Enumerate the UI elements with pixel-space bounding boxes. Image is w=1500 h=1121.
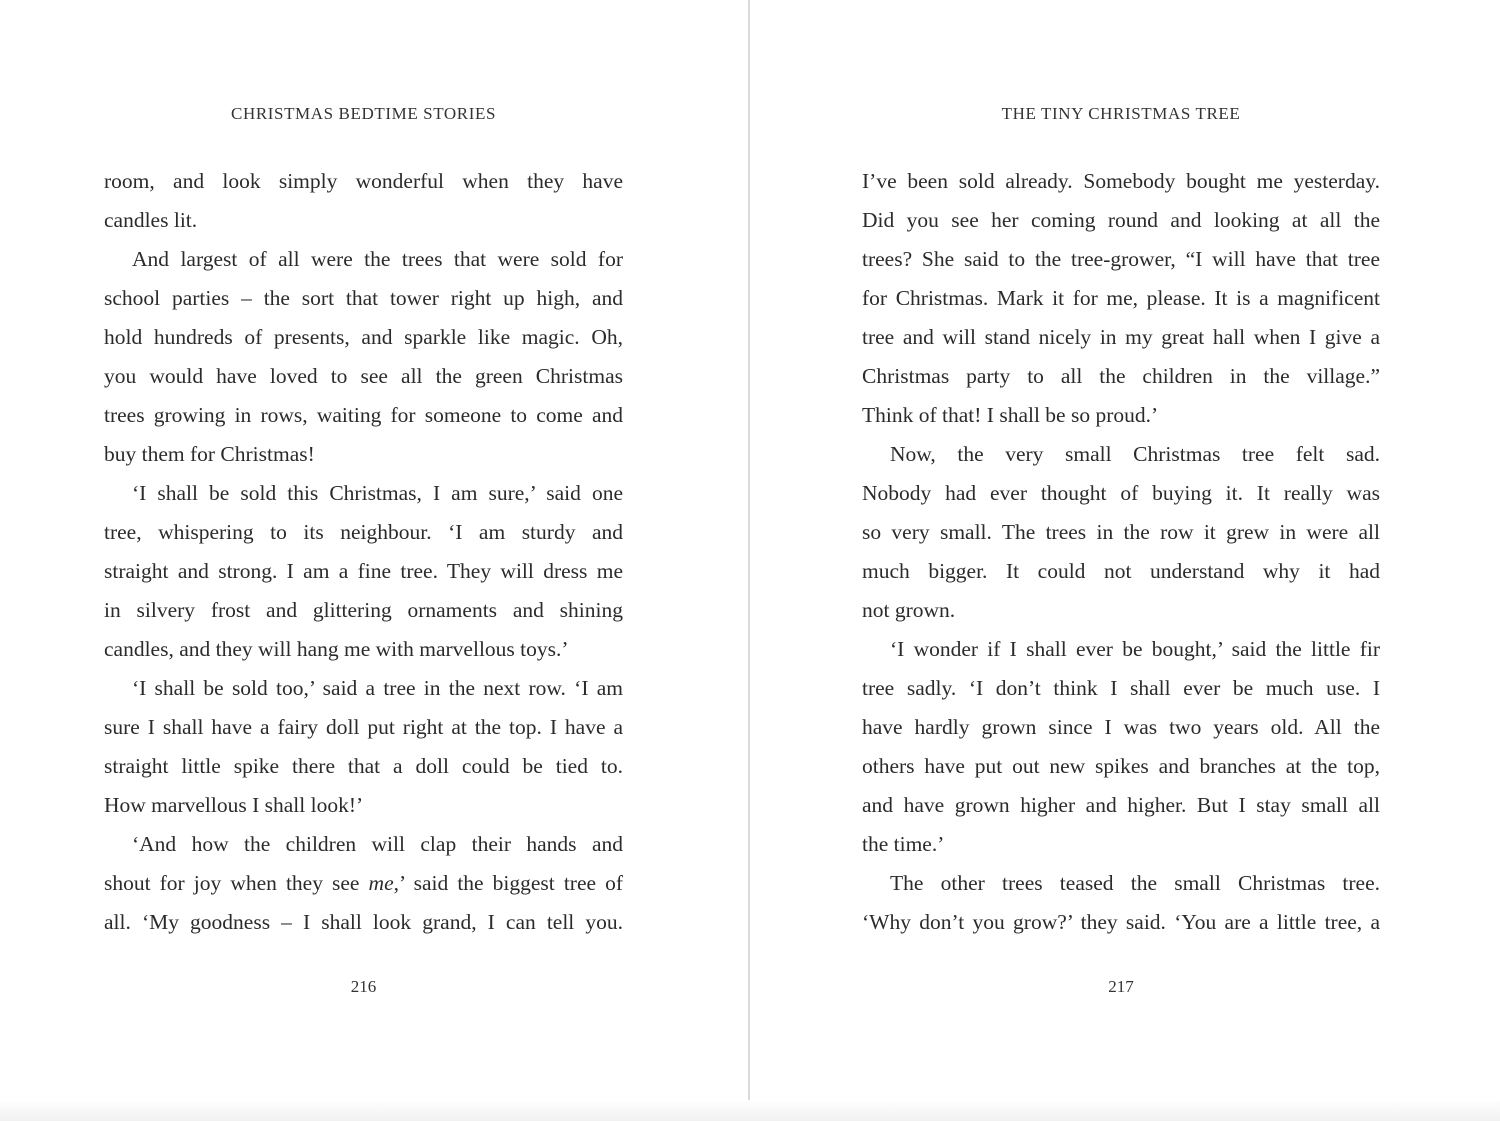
line: ‘And how the children will clap their hands and	[132, 832, 623, 856]
line: Nobody had ever thought of buying it. It really was	[862, 481, 1380, 505]
line: trees? She said to the tree-grower, “I will have that tree	[862, 247, 1380, 271]
line: much bigger. It could not understand why it had	[862, 559, 1380, 583]
left-page	[104, 0, 623, 1121]
line: ‘I wonder if I shall ever be bought,’ said the little fir	[890, 637, 1380, 661]
line: ‘I shall be sold this Christmas, I am sure,’ said one	[132, 481, 623, 505]
line: tree and will stand nicely in my great hall when I give a	[862, 325, 1380, 349]
running-head-right: THE TINY CHRISTMAS TREE	[1001, 104, 1241, 123]
line: candles lit.	[104, 208, 198, 232]
line: school parties – the sort that tower right up high, and	[104, 286, 623, 310]
line: have hardly grown since I was two years old. All the	[862, 715, 1380, 739]
line: and have grown higher and higher. But I stay small all	[862, 793, 1380, 817]
line: room, and look simply wonderful when they have	[104, 169, 623, 193]
line	[104, 864, 623, 903]
line: And largest of all were the trees that were sold for	[132, 247, 623, 271]
line: I’ve been sold already. Somebody bought me yesterday.	[862, 169, 1380, 193]
line: not grown.	[862, 598, 956, 622]
right-page	[862, 0, 1380, 1121]
bottom-shadow	[0, 1100, 1500, 1121]
line: the time.’	[862, 832, 945, 856]
line: Did you see her coming round and looking at all the	[862, 208, 1380, 232]
line: ‘I shall be sold too,’ said a tree in the next row. ‘I am	[132, 676, 623, 700]
line: trees growing in rows, waiting for someone to come and	[104, 403, 623, 427]
line: Think of that! I shall be so proud.’	[862, 403, 1159, 427]
line: How marvellous I shall look!’	[104, 793, 364, 817]
line: buy them for Christmas!	[104, 442, 315, 466]
line: hold hundreds of presents, and sparkle like magic. Oh,	[104, 325, 623, 349]
page-number-right: 217	[1108, 977, 1134, 996]
line: candles, and they will hang me with marvellous toys.’	[104, 637, 569, 661]
line: Now, the very small Christmas tree felt sad.	[890, 442, 1380, 466]
line: tree, whispering to its neighbour. ‘I am sturdy and	[104, 520, 623, 544]
line-part: shout for joy when they see	[104, 871, 369, 895]
line: in silvery frost and glittering ornaments and shining	[104, 598, 623, 622]
line: Christmas party to all the children in the village.”	[862, 364, 1380, 388]
italic-emphasis: me	[368, 871, 394, 895]
line: ‘Why don’t you grow?’ they said. ‘You are a little tree, a	[862, 910, 1380, 934]
line-part: ,’ said the biggest tree of	[393, 871, 624, 895]
line: straight little spike there that a doll could be tied to.	[104, 754, 623, 778]
line: straight and strong. I am a fine tree. They will dress me	[104, 559, 623, 583]
right-page-body	[862, 162, 1380, 942]
book-gutter	[748, 0, 750, 1121]
line: sure I shall have a fairy doll put right at the top. I have a	[104, 715, 623, 739]
left-page-body	[104, 162, 623, 942]
line: all. ‘My goodness – I shall look grand, I can tell you.	[104, 910, 623, 934]
line: for Christmas. Mark it for me, please. It is a magnificent	[862, 286, 1380, 310]
line: you would have loved to see all the green Christmas	[104, 364, 623, 388]
line: so very small. The trees in the row it grew in were all	[862, 520, 1380, 544]
line: The other trees teased the small Christmas tree.	[890, 871, 1380, 895]
line: others have put out new spikes and branches at the top,	[862, 754, 1380, 778]
page-number-left: 216	[350, 977, 377, 996]
line: tree sadly. ‘I don’t think I shall ever be much use. I	[862, 676, 1380, 700]
running-head-left: CHRISTMAS BEDTIME STORIES	[231, 104, 496, 123]
